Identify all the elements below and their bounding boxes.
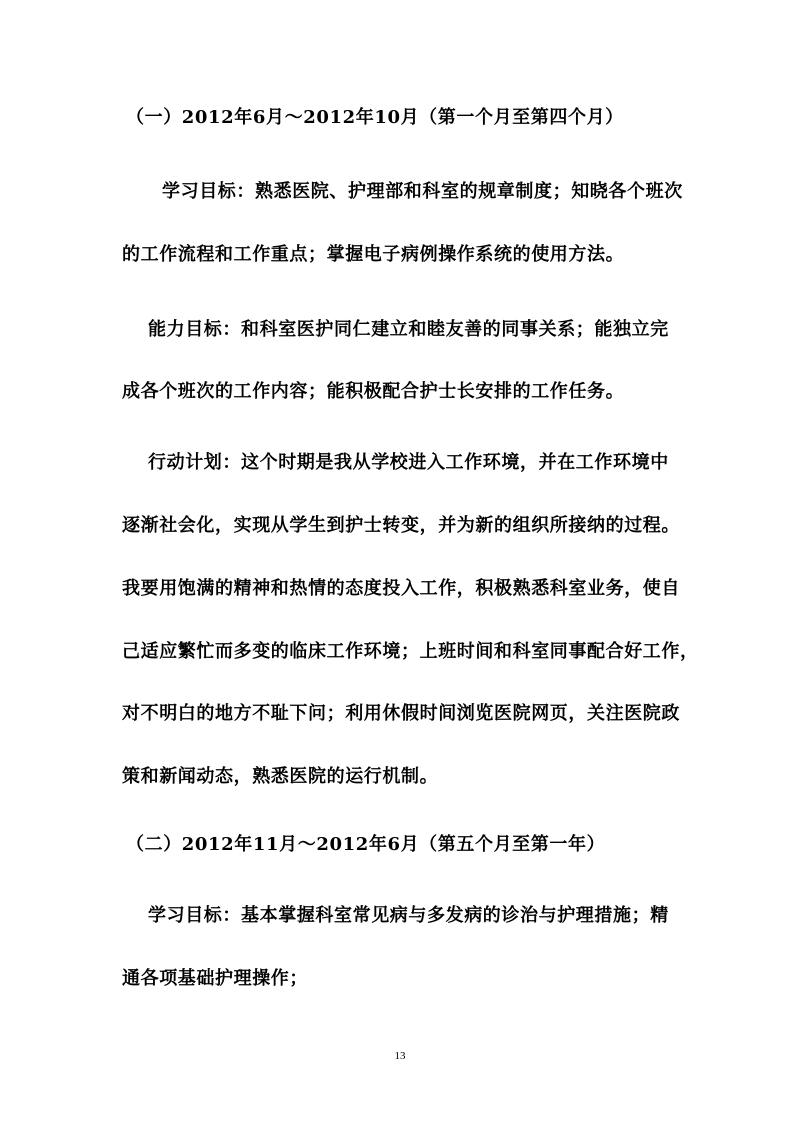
paragraph-line: 逐渐社会化，实现从学生到护士转变，并为新的组织所接纳的过程。 [122,515,680,536]
section-heading: （二）2012年11月～2012年6月（第五个月至第一年） [126,834,606,855]
paragraph-line: 对不明白的地方不耻下问；利用休假时间浏览医院网页，关注医院政 [122,703,680,724]
paragraph-line: 的工作流程和工作重点；掌握电子病例操作系统的使用方法。 [122,244,625,265]
page-number: 13 [394,1050,406,1062]
paragraph-line: 己适应繁忙而多变的临床工作环境；上班时间和科室同事配合好工作， [122,641,699,662]
paragraph-line: 行动计划：这个时期是我从学校进入工作环境，并在工作环境中 [148,452,669,473]
paragraph-line: 学习目标：基本掌握科室常见病与多发病的诊治与护理措施；精 [148,905,669,926]
paragraph-line: 我要用饱满的精神和热情的态度投入工作，积极熟悉科室业务，使自 [122,578,680,599]
paragraph-line: 能力目标：和科室医护同仁建立和睦友善的同事关系；能独立完 [148,319,669,340]
paragraph-line: 通各项基础护理操作； [122,968,308,989]
paragraph-line: 学习目标：熟悉医院、护理部和科室的规章制度；知晓各个班次 [162,181,683,202]
paragraph-line: 策和新闻动态，熟悉医院的运行机制。 [122,766,439,787]
section-heading: （一）2012年6月～2012年10月（第一个月至第四个月） [126,107,624,128]
paragraph-line: 成各个班次的工作内容；能积极配合护士长安排的工作任务。 [122,381,625,402]
